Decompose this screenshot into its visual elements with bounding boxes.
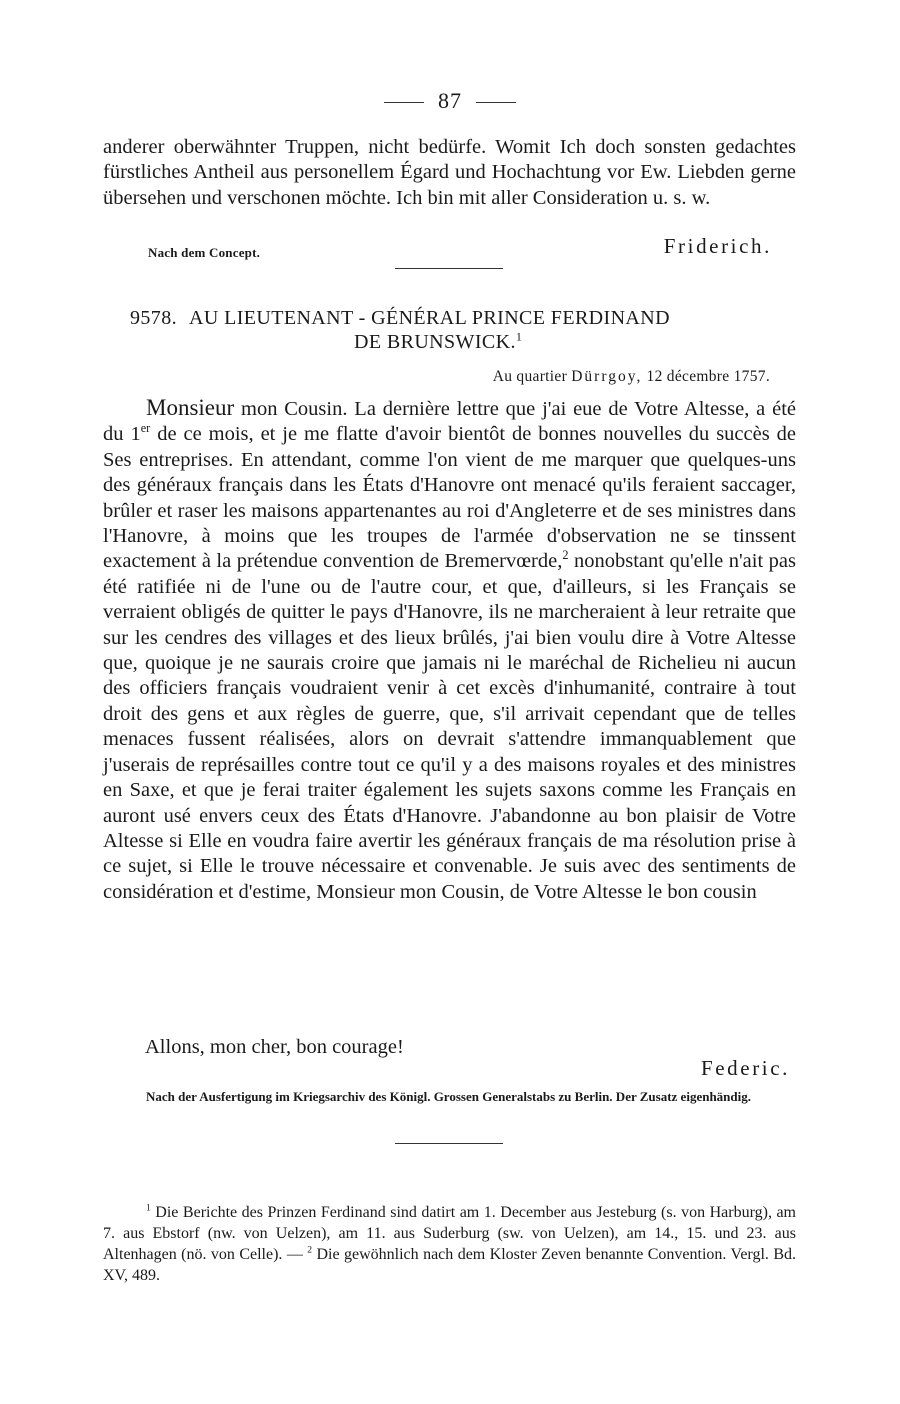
page-number-dash-right [476,102,516,103]
continuation-source-note: Nach dem Concept. [148,245,261,260]
postscript: Allons, mon cher, bon courage! [145,1036,404,1058]
body-footnote-mark: 2 [562,548,569,563]
dateline [493,368,770,386]
letter-source-note: Nach der Ausfertigung im Kriegsarchiv des Königl. Grossen Generalstabs zu Berlin. Der Zusatz eigenhändig. [146,1089,751,1104]
superscript-er: er [140,421,151,436]
document-number: 9578. [130,307,177,329]
title-footnote-mark: 1 [515,329,523,344]
document-title-line2: DE BRUNSWICK. [354,331,516,353]
footnotes [103,1202,796,1286]
letter-body [103,395,796,905]
dateline-date: 12 décembre 1757. [646,368,770,385]
document-title-line1: AU LIEUTENANT - GÉNÉRAL PRINCE FERDINAND [189,307,670,329]
document-heading [130,306,790,354]
footnote-mark-2: 2 [307,1244,313,1256]
letter-signature: Federic. [700,1056,790,1080]
dateline-place: Dürrgoy, [571,368,643,385]
letter-salutation: Monsieur [146,395,235,420]
footnote-divider [395,1143,503,1144]
letter-text-part3: nonobstant qu'elle n'ait pas été ratifiée ni de l'une ou de l'autre cour, et que, d'ailleurs, si les Français se verraient obligés de quitter le pays d'Hanovre, ils ne marcheraient à leur retraite que sur les cendres des villages et des lieux brûlés, j'ai bien voulu dire à Votre Altesse que, quoique je ne saurais croire que jamais ni le maréchal de Richelieu ni aucun des officiers français voudraient venir à cet excès d'inhumanité, contraire à tout droit des gens et aux règles de guerre, que, s'il arrivait cependant que de telles menaces fussent réalisées, alors on devrait s'attendre immanquablement que j'userais de représailles contre tout ce qu'il y a des maisons royales et des ministres en Saxe, et que je ferai traiter également les sujets saxons comme les Français en auront usé envers ceux des États d'Hanovre. J'abandonne au bon plaisir de Votre Altesse si Elle en voudra faire avertir les généraux français de ma résolution prise à ce sujet, si Elle le trouve nécessaire et convenable. Je suis avec des sentiments de considération et d'estime, Monsieur mon Cousin, de Votre Altesse le bon cousin [103,550,797,903]
page-number-value: 87 [438,88,462,113]
continuation-paragraph: anderer oberwähnter Truppen, nicht bedürfe. Womit Ich doch sonsten gedachtes fürstliches Antheil aus personellem Égard und Hochachtung vor Ew. Liebden gerne übersehen und verschonen möchte. Ich bin mit aller Consideration u. s. w. [103,136,796,209]
continuation-block [103,135,796,211]
page-number-dash-left [384,102,424,103]
dateline-prefix: Au quartier [492,368,568,385]
footnote-mark-1: 1 [146,1202,151,1214]
page-number [0,88,900,114]
letter-text-part2: de ce mois, et je me flatte d'avoir bientôt de bonnes nouvelles du succès de Ses entreprises. En attendant, comme l'on vient de me marquer que quelques-uns des généraux français dans les États d'Hanovre ont menacé qu'ils feraient saccager, brûler et raser les maisons appartenantes au roi d'Angleterre et de ses ministres dans l'Hanovre, à moins que les troupes de l'armée d'observation ne se tinssent exactement à la prétendue convention de Bremervœrde, [103,423,797,573]
letter-paragraph [103,395,796,905]
footnote-text-1: Die Berichte des Prinzen Ferdinand sind datirt am 1. December aus Jesteburg (s. von Harburg), am 7. aus Ebstorf (nw. von Uelzen), am 11. aus Suderburg (sw. von Uelzen), am 14., 15. und 23. aus Altenhagen (nö. von Celle). — [103,1204,796,1263]
section-divider [395,268,503,269]
letter-text-part1: mon Cousin. La dernière lettre que j'ai eue de Votre Altesse, a été du 1 [103,398,796,446]
footnote-text-2: Die gewöhnlich nach dem Kloster Zeven benannte Convention. Vergl. Bd. XV, 489. [103,1246,796,1284]
continuation-signature: Friderich. [663,234,772,258]
